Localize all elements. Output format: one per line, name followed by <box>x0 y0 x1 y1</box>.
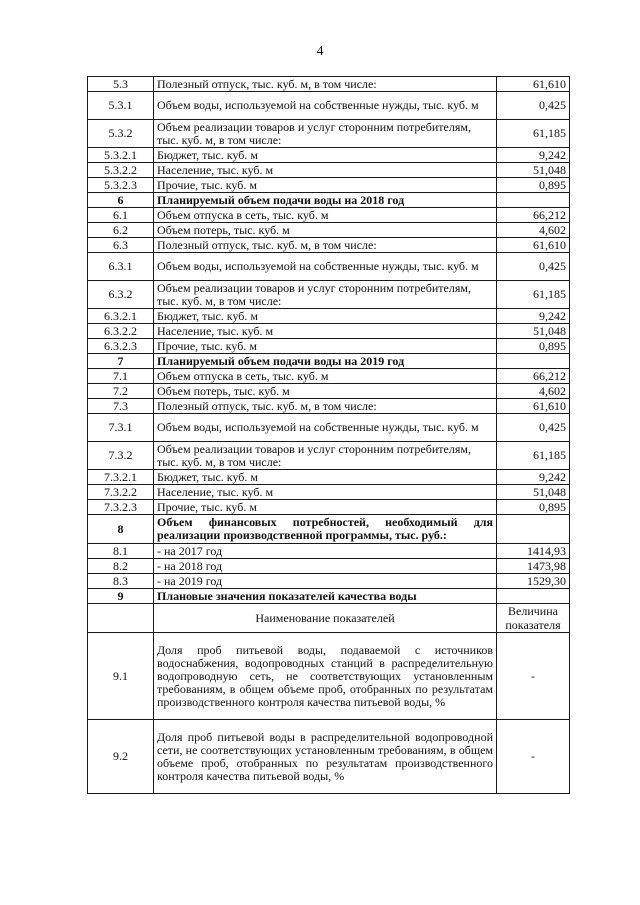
section-title: Плановые значения показателей качества воды <box>154 589 497 604</box>
row-number: 7.2 <box>88 384 154 399</box>
section-number: 8 <box>88 515 154 544</box>
row-number: 5.3.2 <box>88 120 154 148</box>
row-value: 51,048 <box>497 324 570 339</box>
table-row <box>88 92 570 120</box>
row-number: 7.3.1 <box>88 414 154 442</box>
row-description: Доля проб питьевой воды, подаваемой с источников водоснабжения, водопроводных станций в распределительную водопроводную сеть, не соответствующих установленным требованиям, в общем объеме проб, отобранных по результатам производственного контроля качества питьевой воды, % <box>154 633 497 720</box>
row-value: - <box>497 720 570 794</box>
row-number: 8.3 <box>88 574 154 589</box>
table-row <box>88 324 570 339</box>
section-header-row <box>88 589 570 604</box>
row-description: Прочие, тыс. куб. м <box>154 339 497 354</box>
row-description: Бюджет, тыс. куб. м <box>154 309 497 324</box>
row-description: Полезный отпуск, тыс. куб. м, в том числе: <box>154 77 497 92</box>
table-row <box>88 399 570 414</box>
row-description: Объем воды, используемой на собственные нужды, тыс. куб. м <box>154 414 497 442</box>
row-value: 1529,30 <box>497 574 570 589</box>
table-row <box>88 208 570 223</box>
table-row <box>88 369 570 384</box>
quality-header-row <box>88 604 570 633</box>
row-description: Объем реализации товаров и услуг сторонним потребителям, тыс. куб. м, в том числе: <box>154 442 497 470</box>
row-description: Объем воды, используемой на собственные нужды, тыс. куб. м <box>154 92 497 120</box>
row-value: 0,425 <box>497 253 570 281</box>
column-header-name: Наименование показателей <box>154 604 497 633</box>
row-number: 6.3.2 <box>88 281 154 309</box>
table-row <box>88 120 570 148</box>
table-row <box>88 559 570 574</box>
row-value: 0,895 <box>497 500 570 515</box>
row-value: 61,185 <box>497 120 570 148</box>
table-row <box>88 148 570 163</box>
row-description: Население, тыс. куб. м <box>154 163 497 178</box>
row-number: 5.3.2.3 <box>88 178 154 193</box>
table-row <box>88 163 570 178</box>
table-row <box>88 309 570 324</box>
table-row <box>88 384 570 399</box>
table-row <box>88 442 570 470</box>
row-number: 5.3 <box>88 77 154 92</box>
table-row <box>88 339 570 354</box>
row-number: 6.3.2.1 <box>88 309 154 324</box>
row-number: 6.3.1 <box>88 253 154 281</box>
row-value: 0,895 <box>497 339 570 354</box>
table-row <box>88 77 570 92</box>
section-number: 6 <box>88 193 154 208</box>
table-row <box>88 633 570 720</box>
row-description: Бюджет, тыс. куб. м <box>154 148 497 163</box>
production-program-table <box>87 76 570 794</box>
table-row <box>88 281 570 309</box>
row-number: 6.1 <box>88 208 154 223</box>
row-value: 61,185 <box>497 281 570 309</box>
row-value: 9,242 <box>497 148 570 163</box>
row-description: Объем отпуска в сеть, тыс. куб. м <box>154 369 497 384</box>
table-row <box>88 574 570 589</box>
row-value: - <box>497 633 570 720</box>
section-title: Планируемый объем подачи воды на 2018 год <box>154 193 497 208</box>
row-description: - на 2019 год <box>154 574 497 589</box>
row-description: Объем воды, используемой на собственные нужды, тыс. куб. м <box>154 253 497 281</box>
row-value: 1414,93 <box>497 544 570 559</box>
row-value: 61,610 <box>497 399 570 414</box>
row-description: Объем реализации товаров и услуг сторонним потребителям, тыс. куб. м, в том числе: <box>154 281 497 309</box>
row-number: 9.2 <box>88 720 154 794</box>
section-title: Планируемый объем подачи воды на 2019 год <box>154 354 497 369</box>
row-value: 9,242 <box>497 309 570 324</box>
row-value: 61,610 <box>497 238 570 253</box>
row-number: 8.2 <box>88 559 154 574</box>
row-description: Прочие, тыс. куб. м <box>154 500 497 515</box>
row-value: 66,212 <box>497 369 570 384</box>
row-number: 5.3.1 <box>88 92 154 120</box>
section-number: 9 <box>88 589 154 604</box>
row-description: Бюджет, тыс. куб. м <box>154 470 497 485</box>
row-value: 51,048 <box>497 485 570 500</box>
table-row <box>88 500 570 515</box>
row-number: 7.3.2.3 <box>88 500 154 515</box>
row-number: 6.2 <box>88 223 154 238</box>
row-value: 1473,98 <box>497 559 570 574</box>
row-description: Население, тыс. куб. м <box>154 324 497 339</box>
row-description: Полезный отпуск, тыс. куб. м, в том числе: <box>154 399 497 414</box>
section-header-row <box>88 193 570 208</box>
column-header-value: Величина показателя <box>497 604 570 633</box>
row-number: 6.3.2.3 <box>88 339 154 354</box>
row-number: 6.3 <box>88 238 154 253</box>
row-value: 66,212 <box>497 208 570 223</box>
row-number: 7.3.2.2 <box>88 485 154 500</box>
table-row <box>88 178 570 193</box>
table-row <box>88 485 570 500</box>
row-number: 7.1 <box>88 369 154 384</box>
section-header-row <box>88 354 570 369</box>
table-row <box>88 414 570 442</box>
row-value: 4,602 <box>497 384 570 399</box>
table-row <box>88 253 570 281</box>
page-number: 4 <box>316 44 324 59</box>
row-description: Объем отпуска в сеть, тыс. куб. м <box>154 208 497 223</box>
row-value: 61,610 <box>497 77 570 92</box>
row-description: Прочие, тыс. куб. м <box>154 178 497 193</box>
table-row <box>88 544 570 559</box>
row-value: 0,895 <box>497 178 570 193</box>
table-row <box>88 470 570 485</box>
row-number: 7.3 <box>88 399 154 414</box>
row-value: 51,048 <box>497 163 570 178</box>
row-number: 6.3.2.2 <box>88 324 154 339</box>
row-description: Объем потерь, тыс. куб. м <box>154 223 497 238</box>
row-number: 7.3.2 <box>88 442 154 470</box>
row-value: 4,602 <box>497 223 570 238</box>
row-number: 7.3.2.1 <box>88 470 154 485</box>
row-description: Объем реализации товаров и услуг сторонним потребителям, тыс. куб. м, в том числе: <box>154 120 497 148</box>
row-number: 5.3.2.1 <box>88 148 154 163</box>
row-value: 9,242 <box>497 470 570 485</box>
table-row <box>88 720 570 794</box>
row-description: Объем потерь, тыс. куб. м <box>154 384 497 399</box>
row-number: 8.1 <box>88 544 154 559</box>
row-description: - на 2017 год <box>154 544 497 559</box>
row-number: 9.1 <box>88 633 154 720</box>
row-description: Доля проб питьевой воды в распределительной водопроводной сети, не соответствующих установленным требованиям, в общем объеме проб, отобранных по результатам производственного контроля качества питьевой воды, % <box>154 720 497 794</box>
table-row <box>88 223 570 238</box>
row-value: 61,185 <box>497 442 570 470</box>
row-description: - на 2018 год <box>154 559 497 574</box>
row-description: Полезный отпуск, тыс. куб. м, в том числе: <box>154 238 497 253</box>
row-value: 0,425 <box>497 92 570 120</box>
section-number: 7 <box>88 354 154 369</box>
section-header-row <box>88 515 570 544</box>
section-title: Объем финансовых потребностей, необходимый для реализации производственной программы, тыс. руб.: <box>154 515 497 544</box>
table-row <box>88 238 570 253</box>
row-value: 0,425 <box>497 414 570 442</box>
row-description: Население, тыс. куб. м <box>154 485 497 500</box>
row-number: 5.3.2.2 <box>88 163 154 178</box>
